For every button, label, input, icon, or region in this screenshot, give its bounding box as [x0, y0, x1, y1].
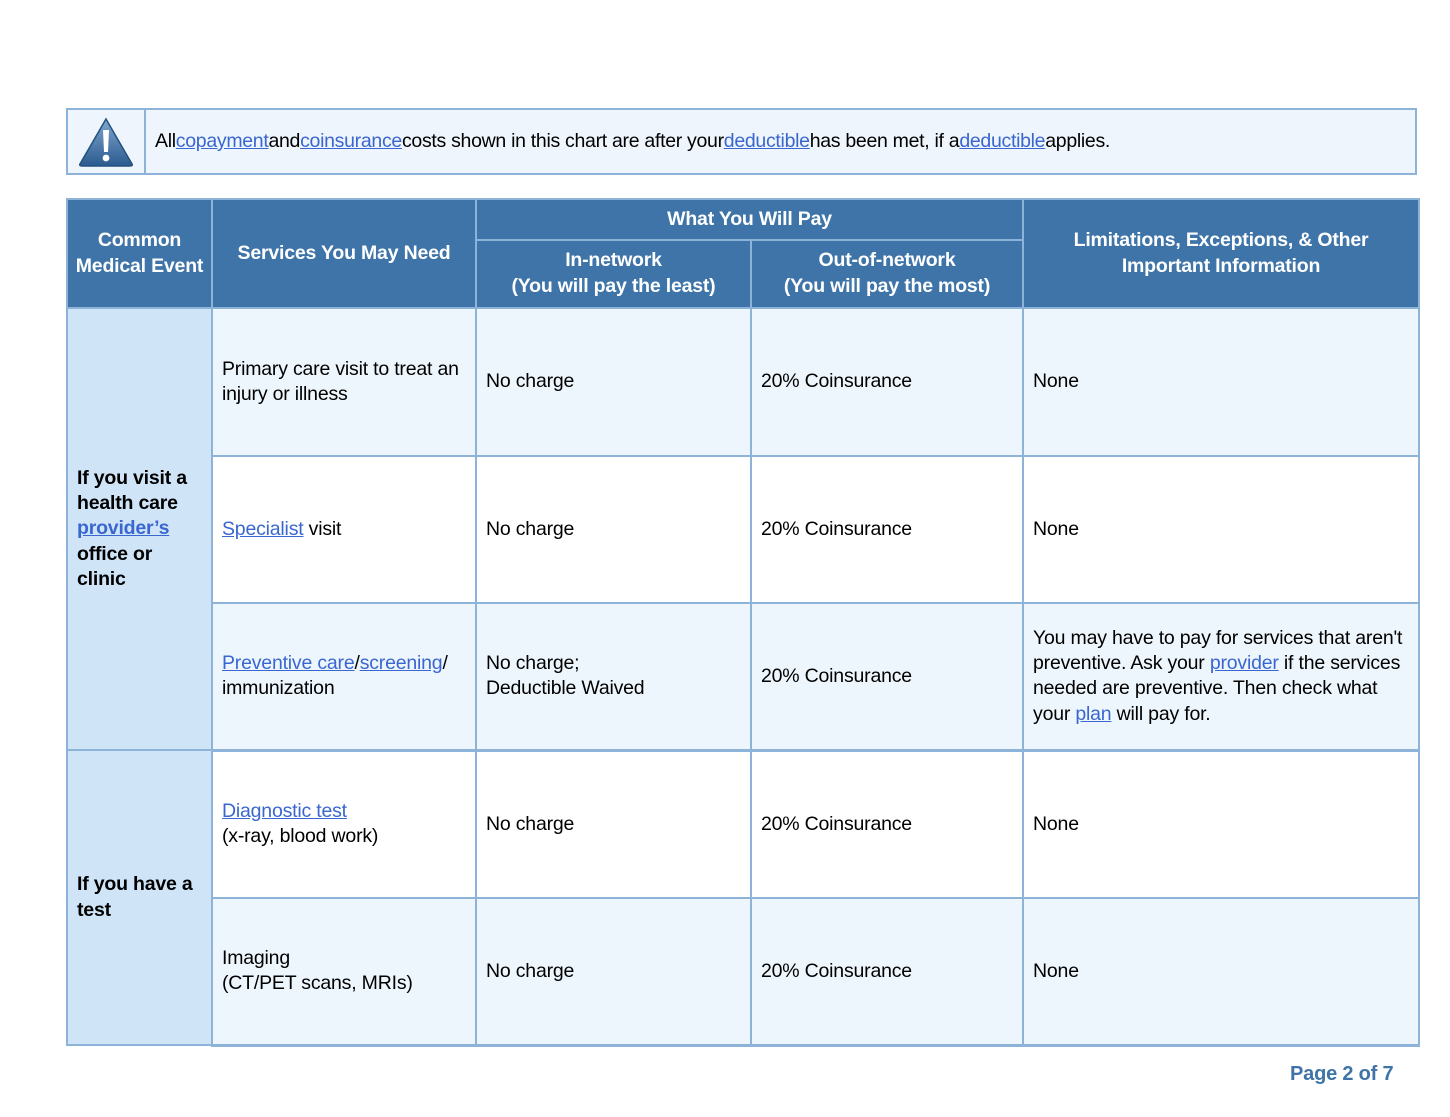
- table-row: [67, 308, 1419, 456]
- notice-icon-cell: [68, 110, 146, 173]
- warning-triangle-icon: [77, 116, 135, 168]
- notice-text-part: All: [155, 130, 176, 152]
- event-group-office-visit: [67, 308, 1419, 750]
- provider-link[interactable]: provider: [1209, 651, 1279, 674]
- out-network-cell: 20% Coinsurance: [751, 308, 1023, 456]
- event-office-visit: [67, 308, 212, 750]
- limitations-cell: None: [1023, 750, 1419, 898]
- copayment-link[interactable]: copayment: [175, 130, 269, 152]
- table-row: [67, 456, 1419, 603]
- out-network-sublabel: (You will pay the most): [783, 275, 991, 297]
- header-limitations: Limitations, Exceptions, & Other Important Information: [1023, 199, 1419, 308]
- notice-text: [146, 110, 1110, 173]
- service-cell: Imaging (CT/PET scans, MRIs): [212, 898, 476, 1045]
- in-network-sublabel: (You will pay the least): [511, 275, 716, 297]
- preventive-care-link[interactable]: Preventive care: [222, 651, 355, 674]
- in-network-cell: No charge: [476, 308, 751, 456]
- header-what-you-will-pay: What You Will Pay: [476, 199, 1023, 240]
- event-text: If you visit a health care: [77, 466, 187, 514]
- in-network-cell: No charge: [476, 456, 751, 603]
- service-cell: Primary care visit to treat an injury or illness: [212, 308, 476, 456]
- notice-text-part: has been met, if a: [809, 130, 960, 152]
- header-out-of-network: [751, 240, 1023, 308]
- event-group-test: [67, 750, 1419, 1045]
- specialist-link[interactable]: Specialist: [222, 517, 304, 540]
- diagnostic-test-link[interactable]: Diagnostic test: [222, 799, 347, 822]
- notice-text-part: costs shown in this chart are after your: [401, 130, 724, 152]
- coinsurance-link[interactable]: coinsurance: [300, 130, 402, 152]
- limitations-cell: None: [1023, 456, 1419, 603]
- limitations-cell: None: [1023, 308, 1419, 456]
- service-cell: Preventive care/screening/ immunization: [212, 603, 476, 750]
- page-number: Page 2 of 7: [1290, 1063, 1394, 1085]
- deductible-notice: [66, 108, 1417, 175]
- service-cell: Diagnostic test (x-ray, blood work): [212, 750, 476, 898]
- event-text: office or clinic: [77, 542, 153, 591]
- out-network-cell: 20% Coinsurance: [751, 456, 1023, 603]
- service-cell: Specialist visit: [212, 456, 476, 603]
- header-common-medical-event: Common Medical Event: [67, 199, 212, 308]
- plan-link[interactable]: plan: [1075, 702, 1112, 725]
- coverage-table: [66, 198, 1420, 1047]
- notice-text-part: and: [268, 130, 301, 152]
- table-header: [67, 199, 1419, 308]
- out-network-cell: 20% Coinsurance: [751, 898, 1023, 1045]
- in-network-label: In-network: [565, 249, 662, 272]
- in-network-cell: No charge; Deductible Waived: [476, 603, 751, 750]
- screening-link[interactable]: screening: [359, 651, 443, 674]
- provider-link[interactable]: provider’s: [77, 517, 170, 540]
- header-services: Services You May Need: [212, 199, 476, 308]
- table-row: [67, 750, 1419, 898]
- deductible-link[interactable]: deductible: [723, 130, 810, 152]
- limitations-cell: You may have to pay for services that aren't preventive. Ask your provider if the services needed are preventive. Then check what your plan will pay for.: [1023, 603, 1419, 750]
- table-row: [67, 603, 1419, 750]
- table-row: [67, 898, 1419, 1045]
- out-network-cell: 20% Coinsurance: [751, 603, 1023, 750]
- event-test: If you have a test: [67, 750, 212, 1045]
- notice-text-part: applies.: [1045, 130, 1111, 152]
- in-network-cell: No charge: [476, 750, 751, 898]
- in-network-cell: No charge: [476, 898, 751, 1045]
- header-in-network: [476, 240, 751, 308]
- deductible-link[interactable]: deductible: [959, 130, 1046, 152]
- limitations-cell: None: [1023, 898, 1419, 1045]
- out-network-label: Out-of-network: [818, 249, 956, 272]
- out-network-cell: 20% Coinsurance: [751, 750, 1023, 898]
